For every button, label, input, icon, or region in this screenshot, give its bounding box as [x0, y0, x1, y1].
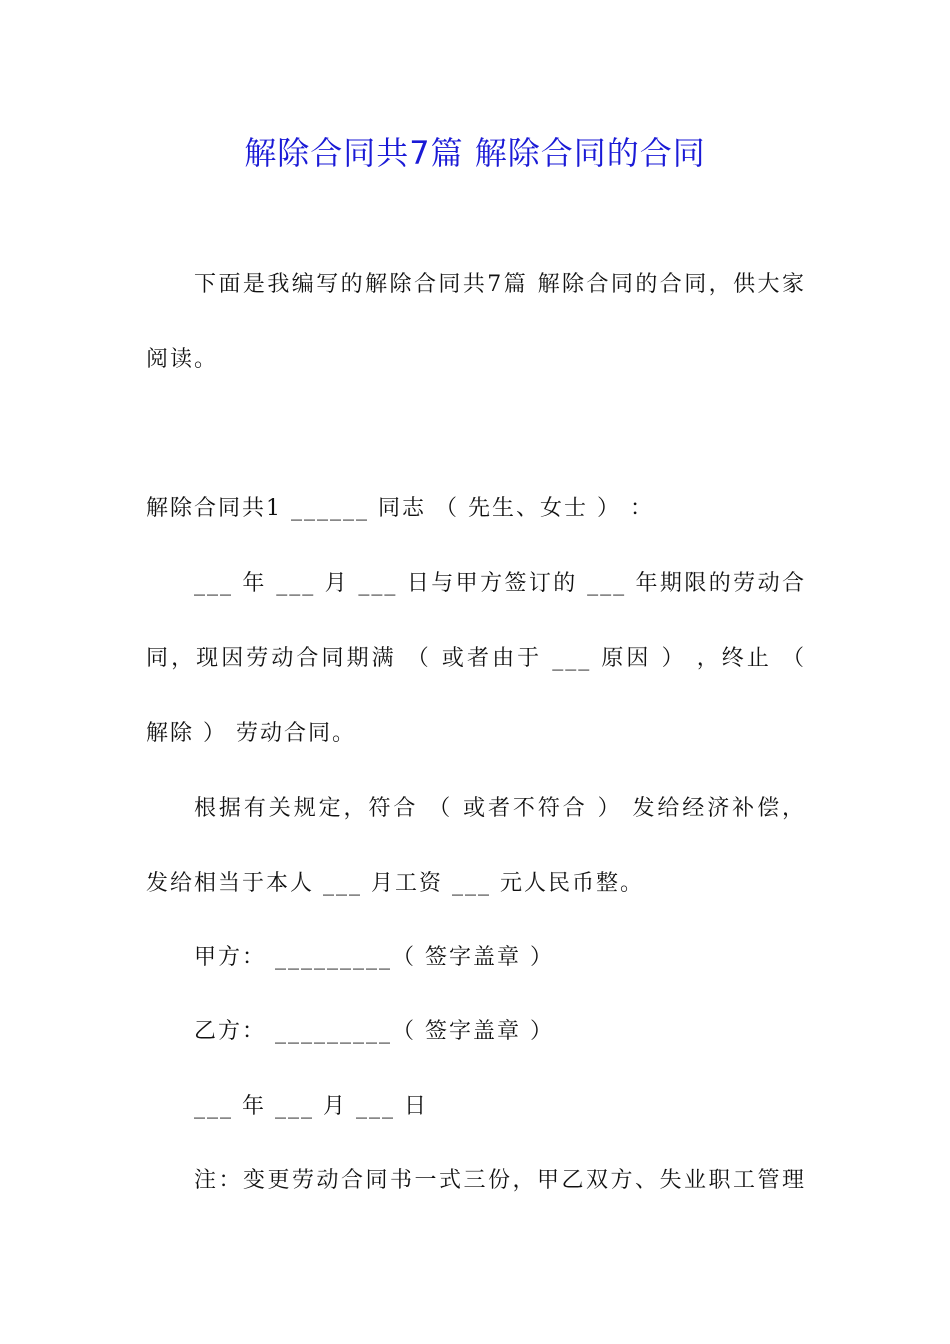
paragraph-line: 发给相当于本人 ___ 月工资 ___ 元人民币整。	[146, 871, 644, 896]
section-heading: 解除合同共1 ______ 同志 （ 先生、女士 ） ：	[146, 496, 654, 521]
party-b-signature: 乙方： _________（ 签字盖章 ）	[194, 1019, 554, 1044]
document-title: 解除合同共7篇 解除合同的合同	[244, 134, 706, 172]
paragraph-line: ___ 年 ___ 月 ___ 日与甲方签订的 ___ 年期限的劳动合	[194, 571, 806, 596]
date-line: ___ 年 ___ 月 ___ 日	[194, 1094, 428, 1119]
note-line: 注：变更劳动合同书一式三份，甲乙双方、失业职工管理	[194, 1168, 806, 1193]
paragraph-line: 同，现因劳动合同期满 （ 或者由于 ___ 原因 ） ，终止 （	[146, 646, 806, 671]
party-a-signature: 甲方： _________（ 签字盖章 ）	[194, 945, 554, 970]
paragraph-line: 解除 ） 劳动合同。	[146, 721, 356, 746]
paragraph-line: 根据有关规定，符合 （ 或者不符合 ） 发给经济补偿，	[194, 796, 806, 821]
intro-line-2: 阅读。	[146, 347, 219, 372]
intro-line-1: 下面是我编写的解除合同共7篇 解除合同的合同，供大家	[194, 272, 806, 297]
